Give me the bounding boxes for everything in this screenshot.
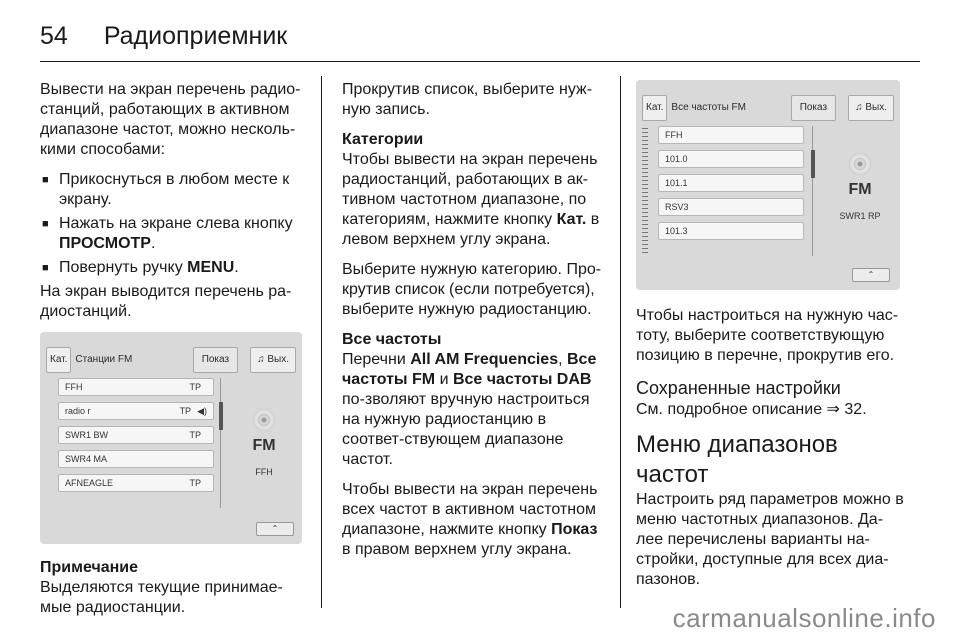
screen-topbar [642, 98, 894, 118]
text-run: в правом верхнем углу экрана. [342, 541, 572, 558]
row-name: 101.3 [665, 226, 688, 236]
row-name: SWR1 BW [65, 430, 109, 440]
show-button[interactable]: Показ [791, 95, 836, 121]
row-name: AFNEAGLE [65, 478, 114, 488]
list-item[interactable] [658, 198, 804, 216]
list-item[interactable] [658, 174, 804, 192]
bullet-bold: ПРОСМОТР [59, 235, 151, 252]
scroll-thumb[interactable] [811, 150, 815, 178]
note-title: Примечание [40, 559, 139, 576]
section-heading-saved: Сохраненные настройки [636, 378, 841, 398]
text-run: Чтобы вывести на экран перечень радиостанций, работающих в ак-тивном частотном диапазоне, по категориям, нажмите кнопку [342, 151, 598, 228]
category-button[interactable]: Кат. [46, 347, 71, 373]
row-name: FFH [665, 130, 683, 140]
antenna-icon [252, 408, 276, 432]
row-tp: TP [189, 430, 201, 440]
station-list [58, 378, 214, 498]
antenna-icon [848, 152, 872, 176]
bold-run: Кат. [556, 211, 587, 228]
fm-logo [236, 408, 292, 482]
section-heading-all-frequencies: Все частоты [342, 331, 442, 348]
section-heading-band-menu: Меню диапазонов частот [636, 431, 838, 488]
bold-run: Все частоты DAB [452, 371, 592, 388]
bold-run: Все частоты FM [342, 351, 597, 388]
list-item[interactable] [58, 402, 214, 420]
bullet-tail: . [234, 259, 239, 276]
paragraph [342, 480, 607, 560]
text-run: и [435, 371, 453, 388]
fm-logo [828, 152, 892, 226]
show-button[interactable]: Показ [193, 347, 238, 373]
exit-button[interactable]: ♫ Вых. [250, 347, 296, 373]
screen-topbar [46, 350, 296, 370]
bullet-text: Прикоснуться в любом месте к экрану. [59, 171, 290, 208]
column-2 [342, 80, 607, 570]
bold-run: All AM Frequencies [410, 351, 559, 368]
chapter-title: Радиоприемник [103, 21, 288, 50]
row-name: radio r [65, 406, 91, 416]
paragraph: Настроить ряд параметров можно в меню частотных диапазонов. Да-лее перечислены варианты на-стройки, доступные для всех диа-пазонов. [636, 491, 904, 588]
paragraph: Выберите нужную категорию. Про-крутив список (если потребуется), выберите нужную радиостанцию. [342, 261, 602, 318]
row-name: 101.1 [665, 178, 688, 188]
scroll-up-button[interactable]: ⌃ [852, 268, 890, 282]
band-label: FM [252, 437, 276, 454]
speaker-icon: ◀) [197, 406, 207, 416]
station-label: SWR1 RP [839, 211, 881, 221]
paragraph [342, 150, 607, 250]
column-3 [636, 80, 908, 600]
alphabet-index[interactable] [642, 128, 648, 256]
band-label: FM [848, 181, 872, 198]
column-divider-2 [620, 76, 621, 608]
scroll-up-button[interactable]: ⌃ [256, 522, 294, 536]
watermark: carmanualsonline.info [672, 603, 936, 633]
after-bullets-paragraph: На экран выводится перечень ра-диостанций. [40, 283, 292, 320]
page-number: 54 [40, 21, 68, 50]
screenshot-all-fm-frequencies [636, 80, 900, 290]
bullet-text: Повернуть ручку [59, 259, 188, 276]
category-button[interactable]: Кат. [642, 95, 667, 121]
frequency-list [658, 126, 804, 246]
paragraph: Прокрутив список, выберите нуж-ную запись. [342, 81, 593, 118]
bold-run: Показ [551, 521, 598, 538]
row-name: FFH [65, 382, 83, 392]
row-name: 101.0 [665, 154, 688, 164]
row-name: RSV3 [665, 202, 689, 212]
list-item[interactable] [58, 474, 214, 492]
row-tp: TP [189, 478, 201, 488]
list-item[interactable] [658, 126, 804, 144]
screenshot-fm-stations [40, 332, 302, 544]
list-item[interactable] [658, 150, 804, 168]
row-tp: TP [189, 382, 201, 392]
exit-button[interactable]: ♫ Вых. [848, 95, 894, 121]
text-run: , [558, 351, 567, 368]
screen-title: Станции FM [75, 354, 133, 365]
header-divider [40, 61, 920, 62]
intro-paragraph: Вывести на экран перечень радио-станций, работающих в активном диапазоне частот, можно несколь-кими способами: [40, 81, 301, 158]
row-name: SWR4 MA [65, 454, 108, 464]
list-item[interactable] [58, 426, 214, 444]
screen-title: Все частоты FM [671, 102, 746, 113]
row-tp: TP [179, 406, 192, 416]
list-item[interactable] [58, 378, 214, 396]
bullet-item [40, 214, 305, 254]
list-item[interactable] [658, 222, 804, 240]
bullet-bold: MENU [187, 259, 235, 276]
text-run: Чтобы вывести на экран перечень всех частот в активном частотном диапазоне, нажмите кнопку [342, 481, 598, 538]
text-run: по-зволяют вручную настроиться на нужную радиостанцию в соответ-ствующем диапазоне частот. [342, 391, 590, 468]
paragraph: Чтобы настроиться на нужную час-тоту, выберите соответствующую позицию в перечне, прокрутив его. [636, 307, 899, 364]
section-heading-categories: Категории [342, 131, 424, 148]
bullet-tail: . [150, 235, 156, 252]
bullet-text: Нажать на экране слева кнопку [59, 215, 293, 232]
scrollbar[interactable] [220, 378, 227, 508]
bullet-item [40, 258, 305, 278]
paragraph [342, 350, 607, 470]
column-divider-1 [321, 76, 322, 608]
scrollbar[interactable] [812, 126, 819, 256]
column-1 [40, 80, 305, 618]
note-text: Выделяются текущие принимае-мые радиостанции. [40, 579, 283, 616]
paragraph: См. подробное описание ⇒ 32. [636, 401, 867, 418]
station-label: FFH [255, 467, 273, 477]
text-run: в левом верхнем углу экрана. [342, 211, 600, 248]
bullet-item [40, 170, 305, 210]
page-header [40, 16, 920, 56]
scroll-thumb[interactable] [219, 402, 223, 430]
list-item[interactable] [58, 450, 214, 468]
text-run: Перечни [342, 351, 411, 368]
